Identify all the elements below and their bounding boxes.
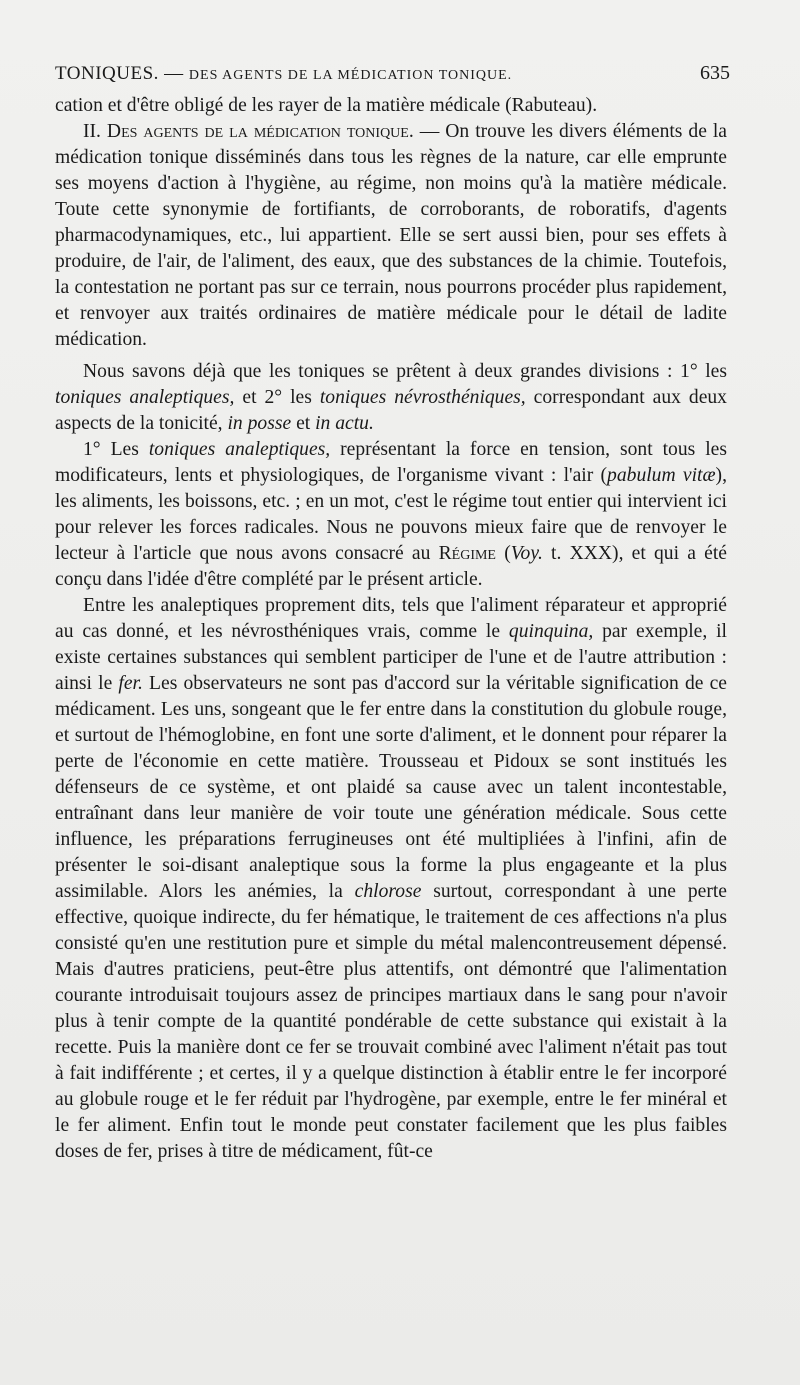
paragraph-section-ii: II. Des agents de la médication tonique. — On trouve les divers éléments de la médication tonique disséminés dans tous les règnes de la nature, car elle emprunte ses moyens d'action à l'hygiène, au régime, non moins qu'à la matière médicale. Toute cette synonymie de fortifiants, de corroborants, de roboratifs, d'agents pharmacodynamiques, etc., lui appartient. Elle se sert aussi bien, pour ses effets à produire, de l'air, de l'aliment, des eaux, que des substances de la chimie. Toutefois, la contestation ne portant pas sur ce terrain, nous pourrons procéder plus rapidement, et renvoyer aux traités ordinaires de matière médicale pour le détail de ladite médication.: [55, 121, 728, 350]
paragraph-continuation: cation et d'être obligé de les rayer de la matière médicale (Rabuteau).: [55, 95, 598, 116]
paragraph-divisions: Nous savons déjà que les toniques se prêtent à deux grandes divisions : 1° les toniques analeptiques, et 2° les toniques névrosthéniques, correspondant aux deux aspects de la tonicité, in posse et in actu.: [55, 361, 727, 434]
page-number: 635: [700, 62, 730, 84]
running-header: [55, 62, 730, 88]
running-title: TONIQUES. — DES AGENTS DE LA MÉDICATION TONIQUE.: [55, 63, 513, 84]
running-subtitle: DES AGENTS DE LA MÉDICATION TONIQUE.: [188, 68, 513, 83]
paragraph-analeptiques: 1° Les toniques analeptiques, représentant la force en tension, sont tous les modificateurs, lents et physiologiques, de l'organisme vivant : l'air (pabulum vitæ), les aliments, les boissons, etc. ; en un mot, c'est le régime tout entier qui intervient ici pour relever les forces radicales. Nous ne pouvons mieux faire que de renvoyer le lecteur à l'article que nous avons consacré au Régime (Voy. t. XXX), et qui a été conçu dans l'idée d'être complété par le présent article.: [55, 439, 727, 590]
section-heading: II. Des agents de la médication tonique.: [83, 121, 414, 142]
paragraph-fer: Entre les analeptiques proprement dits, tels que l'aliment réparateur et approprié au cas donné, et les névrosthéniques vrais, comme le quinquina, par exemple, il existe certaines substances qui semblent participer de l'une et de l'autre attribution : ainsi le fer. Les observateurs ne sont pas d'accord sur la véritable signification de ce médicament. Les uns, songeant que le fer entre dans la constitution du globule rouge, et surtout de l'hémoglobine, en font une sorte d'aliment, et le donnent pour réparer la perte de l'économie en cette matière. Trousseau et Pidoux se sont institués les défenseurs de ce système, et ont plaidé sa cause avec un talent incontestable, entraînant dans leur manière de voir toute une génération médicale. Sous cette influence, les préparations ferrugineuses ont été multipliées à l'infini, afin de présenter le soi-disant analeptique sous la forme la plus engageante et la plus assimilable. Alors les anémies, la chlorose surtout, correspondant à une perte effective, quoique indirecte, du fer hématique, le traitement de ces affections n'a plus consisté qu'en une restitution pure et simple du métal malencontreusement dépensé. Mais d'autres praticiens, peut-être plus attentifs, ont démontré que l'alimentation courante introduisait toujours assez de principes martiaux dans le sang pour n'avoir plus à tenir compte de la quantité pondérable de cette substance qui existait à la recette. Puis la manière dont ce fer se trouvait combiné avec l'aliment n'était pas tout à fait indifférente ; et certes, il y a quelque distinction à établir entre le fer incorporé au globule rouge et le fer réduit par l'hydrogène, par exemple, entre le fer minéral et le fer aliment. Enfin tout le monde peut constater facilement que les plus faibles doses de fer, prises à titre de médicament, fût-ce: [55, 595, 727, 1162]
page-body: [55, 93, 727, 1165]
